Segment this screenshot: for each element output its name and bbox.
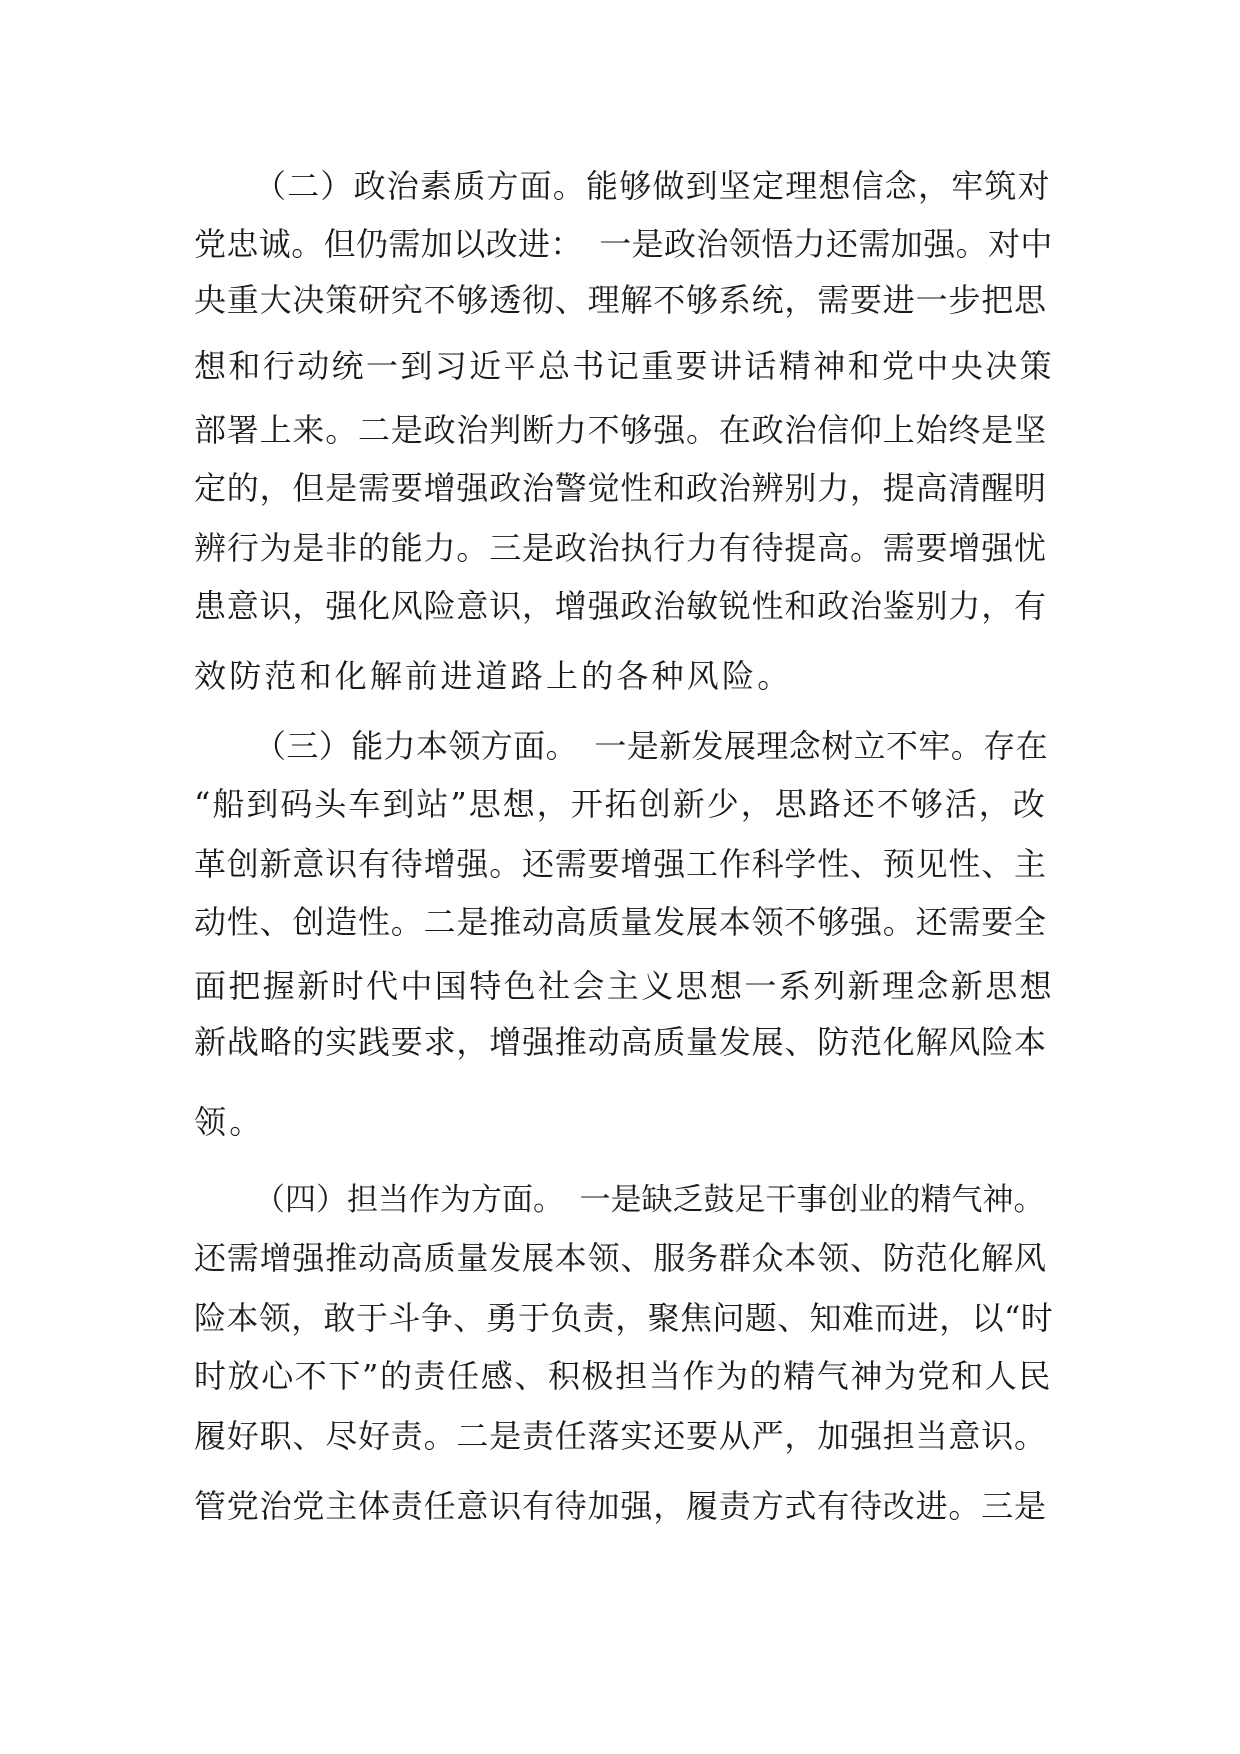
paragraph-line: 动性、创造性。二是推动高质量发展本领不够强。还需要全	[194, 903, 1047, 941]
paragraph-line: （二）政治素质方面。能够做到坚定理想信念，牢筑对	[254, 167, 1051, 205]
paragraph-line: 想和行动统一到习近平总书记重要讲话精神和党中央决策	[194, 347, 1055, 385]
paragraph-line: 时放心不下”的责任感、积极担当作为的精气神为党和人民	[194, 1357, 1052, 1395]
paragraph-line: “船到码头车到站”思想，开拓创新少，思路还不够活，改	[194, 785, 1047, 823]
paragraph-line: 辨行为是非的能力。三是政治执行力有待提高。需要增强忧	[194, 529, 1047, 567]
paragraph-line: 央重大决策研究不够透彻、理解不够系统，需要进一步把思	[194, 281, 1047, 319]
paragraph-line: 定的，但是需要增强政治警觉性和政治辨别力，提高清醒明	[194, 469, 1047, 507]
paragraph-line: 部署上来。二是政治判断力不够强。在政治信仰上始终是坚	[194, 411, 1047, 449]
paragraph-line: 效防范和化解前进道路上的各种风险。	[194, 657, 793, 695]
paragraph-line: 险本领，敢于斗争、勇于负责，聚焦问题、知难而进，以“时	[194, 1299, 1054, 1337]
paragraph-line: 患意识，强化风险意识，增强政治敏锐性和政治鉴别力，有	[194, 587, 1047, 625]
paragraph-line: 党忠诚。但仍需加以改进： 一是政治领悟力还需加强。对中	[194, 225, 1053, 263]
paragraph-line: 履好职、尽好责。二是责任落实还要从严，加强担当意识。	[194, 1417, 1047, 1455]
paragraph-line: （三）能力本领方面。 一是新发展理念树立不牢。存在	[254, 727, 1049, 765]
paragraph-line: 革创新意识有待增强。还需要增强工作科学性、预见性、主	[194, 845, 1047, 883]
paragraph-line: 领。	[194, 1103, 265, 1141]
paragraph-line: 还需增强推动高质量发展本领、服务群众本领、防范化解风	[194, 1239, 1047, 1277]
paragraph-line: （四）担当作为方面。 一是缺乏鼓足干事创业的精气神。	[254, 1182, 1045, 1218]
paragraph-line: 面把握新时代中国特色社会主义思想一系列新理念新思想	[194, 967, 1055, 1005]
paragraph-line: 新战略的实践要求，增强推动高质量发展、防范化解风险本	[194, 1023, 1047, 1061]
paragraph-line: 管党治党主体责任意识有待加强，履责方式有待改进。三是	[194, 1487, 1047, 1525]
